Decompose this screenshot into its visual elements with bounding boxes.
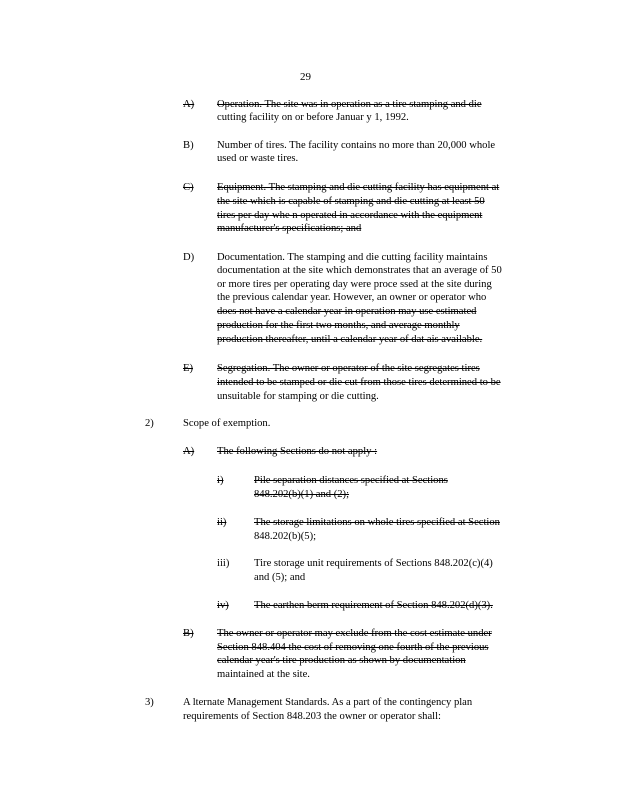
item-c-label: C)	[183, 182, 194, 193]
sub-ii-label: ii)	[217, 517, 227, 528]
item-d-line-4: the previous calendar year. However, an owner or operator who	[217, 292, 487, 303]
sub-b-line-3: calendar year's tire production as shown by documentation	[217, 655, 466, 666]
item-a-label: A)	[183, 99, 195, 110]
item-c-line-3: tires per day whe n operated in accordance with the equipment	[217, 210, 483, 221]
item-a-line-2: cutting facility on or before Januar y 1, 1992.	[217, 112, 409, 123]
item-c-line-1: Equipment. The stamping and die cutting facility has equipment at	[217, 182, 500, 193]
page-number: 29	[300, 71, 311, 83]
item-d-line-6: production for the first two months, and average monthly	[217, 320, 460, 331]
sub-iv-line-1: The earthen berm requirement of Section 848.202(d)(3).	[254, 600, 493, 611]
sub-a-label: A)	[183, 446, 195, 457]
sub-i-label: i)	[217, 475, 224, 486]
sub-iii-line-1: Tire storage unit requirements of Sections 848.202(c)(4)	[254, 558, 493, 569]
section-3-line-2: requirements of Section 848.203 the owner or operator shall:	[183, 711, 442, 722]
item-e-line-3: unsuitable for stamping or die cutting.	[217, 391, 379, 402]
section-2-heading: Scope of exemption.	[183, 418, 271, 429]
sub-b-line-1: The owner or operator may exclude from the cost estimate under	[217, 628, 492, 639]
sub-iii-label: iii)	[217, 558, 230, 569]
sub-iii-line-2: and (5); and	[254, 572, 306, 583]
item-d-line-5: does not have a calendar year in operation may use estimated	[217, 306, 477, 317]
section-3-line-1: A lternate Management Standards. As a part of the contingency plan	[183, 697, 473, 708]
section-2-label: 2)	[145, 418, 154, 429]
sub-b-label: B)	[183, 628, 194, 639]
sub-ii-line-1: The storage limitations on whole tires specified at Section	[254, 517, 500, 528]
item-d-line-7: production thereafter, until a calendar year of dat ais available.	[217, 334, 483, 345]
item-c-line-2: the site which is capable of stamping and die cutting at least 50	[217, 196, 485, 207]
sub-iv-label: iv)	[217, 600, 229, 611]
item-e-line-1: Segregation. The owner or operator of the site segregates tires	[217, 363, 480, 374]
sub-i-line-2: 848.202(b)(1) and (2);	[254, 489, 350, 500]
item-d-label: D)	[183, 252, 195, 263]
sub-i-line-1: Pile separation distances specified at Sections	[254, 475, 448, 486]
item-e-label: E)	[183, 363, 193, 374]
sub-a-text: The following Sections do not apply :	[217, 446, 378, 457]
sub-b-line-4: maintained at the site.	[217, 669, 310, 680]
item-c-line-4: manufacturer's specifications; and	[217, 223, 362, 234]
sub-ii-line-2: 848.202(b)(5);	[254, 531, 317, 542]
item-b-line-2: used or waste tires.	[217, 153, 299, 164]
item-e-line-2: intended to be stamped or die cut from those tires determined to be	[217, 377, 501, 388]
item-a-line-1: Operation. The site was in operation as a tire stamping and die	[217, 99, 482, 110]
item-b-line-1: Number of tires. The facility contains no more than 20,000 whole	[217, 140, 496, 151]
item-d-line-1: Documentation. The stamping and die cutting facility maintains	[217, 252, 488, 263]
item-b-label: B)	[183, 140, 194, 151]
sub-b-line-2: Section 848.404 the cost of removing one fourth of the previous	[217, 642, 489, 653]
section-3-label: 3)	[145, 697, 154, 708]
item-d-line-3: or more tires per operating day were proce ssed at the site during	[217, 279, 492, 290]
item-d-line-2: documentation at the site which demonstrates that an average of 50	[217, 265, 502, 276]
